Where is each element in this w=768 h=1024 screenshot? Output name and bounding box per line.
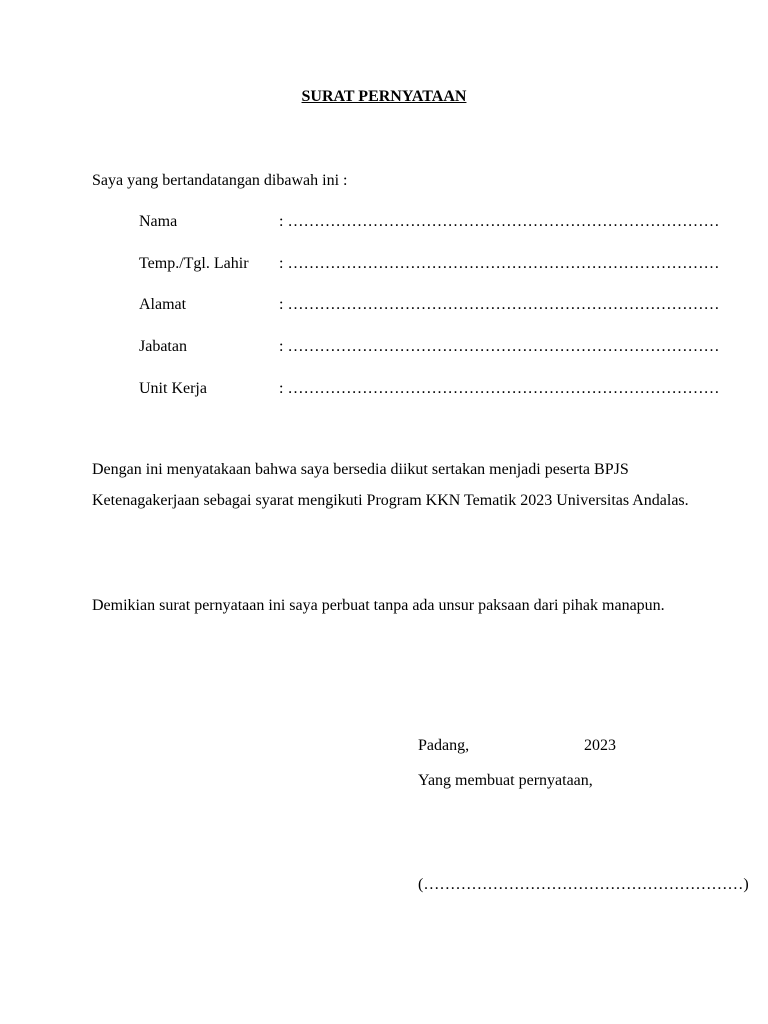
field-label: Alamat (139, 296, 187, 313)
closing-paragraph: Demikian surat pernyataan ini saya perbuat tanpa ada unsur paksaan dari pihak manapun. (92, 597, 665, 614)
signature-name-line: (……………………………………………………) (418, 876, 749, 893)
intro-text: Saya yang bertandatangan dibawah ini : (92, 172, 348, 189)
field-label: Unit Kerja (139, 380, 207, 397)
field-value: : ……………………………………………………………………… (279, 296, 720, 313)
document-title: SURAT PERNYATAAN (301, 88, 467, 105)
field-value: : ……………………………………………………………………… (279, 380, 720, 397)
field-value: : ……………………………………………………………………… (279, 255, 720, 272)
field-label: Nama (139, 213, 178, 230)
field-alamat (139, 296, 719, 314)
field-label: Jabatan (139, 338, 187, 355)
field-tempat-tanggal-lahir (139, 255, 719, 273)
field-value: : ……………………………………………………………………… (279, 213, 720, 230)
field-value: : ……………………………………………………………………… (279, 338, 720, 355)
statement-paragraph: Dengan ini menyatakaan bahwa saya bersedia diikut sertakan menjadi peserta BPJS Ketenagakerjaan sebagai syarat mengikuti Program KKN Tematik 2023 Universitas Andalas. (92, 461, 689, 509)
field-label: Temp./Tgl. Lahir (139, 255, 249, 272)
field-jabatan (139, 338, 719, 356)
field-nama (139, 213, 719, 231)
signature-year: 2023 (584, 737, 616, 754)
signature-city: Padang, (418, 737, 470, 754)
field-unit-kerja (139, 380, 719, 398)
signature-maker-label: Yang membuat pernyataan, (418, 772, 593, 789)
